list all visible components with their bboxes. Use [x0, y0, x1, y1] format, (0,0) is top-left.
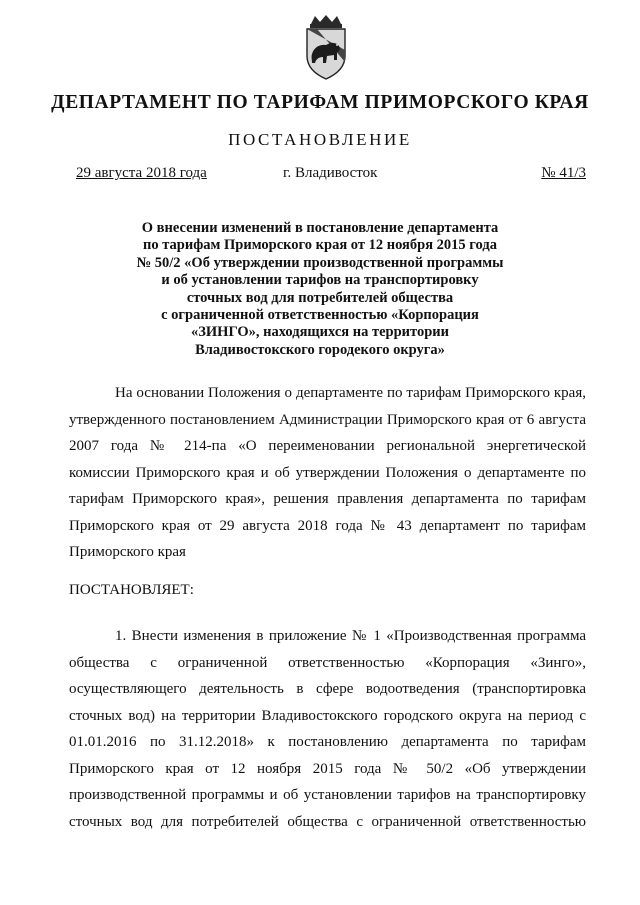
text-line: Приморского края [69, 544, 186, 560]
text-line: общества с ограниченной ответственностью «Корпорация «Зинго», [69, 654, 586, 671]
text-line: комиссии Приморского края и об утверждении Положения о департаменте по [69, 464, 586, 481]
title-line: О внесении изменений в постановление департамента [141, 220, 499, 236]
document-title [110, 220, 530, 359]
text-line: утвержденного постановлением Администрации Приморского края от 6 августа [69, 411, 586, 428]
title-line: Владивостокского городекого округа» [195, 341, 445, 358]
text-line: сточных вод) на территории Владивостокского городского округа на период с [69, 707, 586, 724]
text-line: Приморского края от 12 ноября 2015 года № 50/2 «Об утверждении [69, 760, 586, 777]
text-line: 1. Внести изменения в приложение № 1 «Производственная программа [115, 628, 586, 644]
text-line: 01.01.2016 по 31.12.2018» к постановлению департамента по тарифам [69, 734, 586, 750]
resolves-heading: ПОСТАНОВЛЯЕТ: [69, 582, 194, 598]
department-name: ДЕПАРТАМЕНТ ПО ТАРИФАМ ПРИМОРСКОГО КРАЯ [51, 92, 589, 113]
title-line: сточных вод для потребителей общества [186, 289, 454, 306]
document-city: г. Владивосток [283, 165, 378, 181]
document-date: 29 августа 2018 года [76, 165, 207, 181]
title-line: и об установлении тарифов на транспортировку [161, 272, 479, 289]
item-1-paragraph [69, 623, 586, 835]
coat-of-arms-icon [297, 14, 355, 80]
title-line: с ограниченной ответственностью «Корпорация [161, 307, 479, 324]
preamble-paragraph [69, 380, 586, 566]
text-line: Приморского края от 29 августа 2018 года № 43 департамент по тарифам [69, 517, 586, 534]
document-type: ПОСТАНОВЛЕНИЕ [228, 130, 412, 149]
text-line: сточных вод для потребителей общества с ограниченной ответственностью [69, 813, 586, 830]
text-line: производственной программы и об установлении тарифов на транспортировку [69, 787, 586, 803]
title-line: «ЗИНГО», находящихся на территории [191, 324, 449, 341]
text-line: тарифам Приморского края», решения правления департамента по тарифам [69, 491, 586, 507]
document-number: № 41/3 [541, 165, 586, 181]
title-line: № 50/2 «Об утверждении производственной программы [136, 254, 504, 271]
text-line: 2007 года № 214-па «О переименовании региональной энергетической [69, 438, 586, 454]
title-line: по тарифам Приморского края от 12 ноября 2015 года [143, 237, 497, 254]
text-line: осуществляющего деятельность в сфере водоотведения (транспортировка [69, 681, 586, 697]
text-line: На основании Положения о департаменте по тарифам Приморского края, [115, 385, 586, 401]
